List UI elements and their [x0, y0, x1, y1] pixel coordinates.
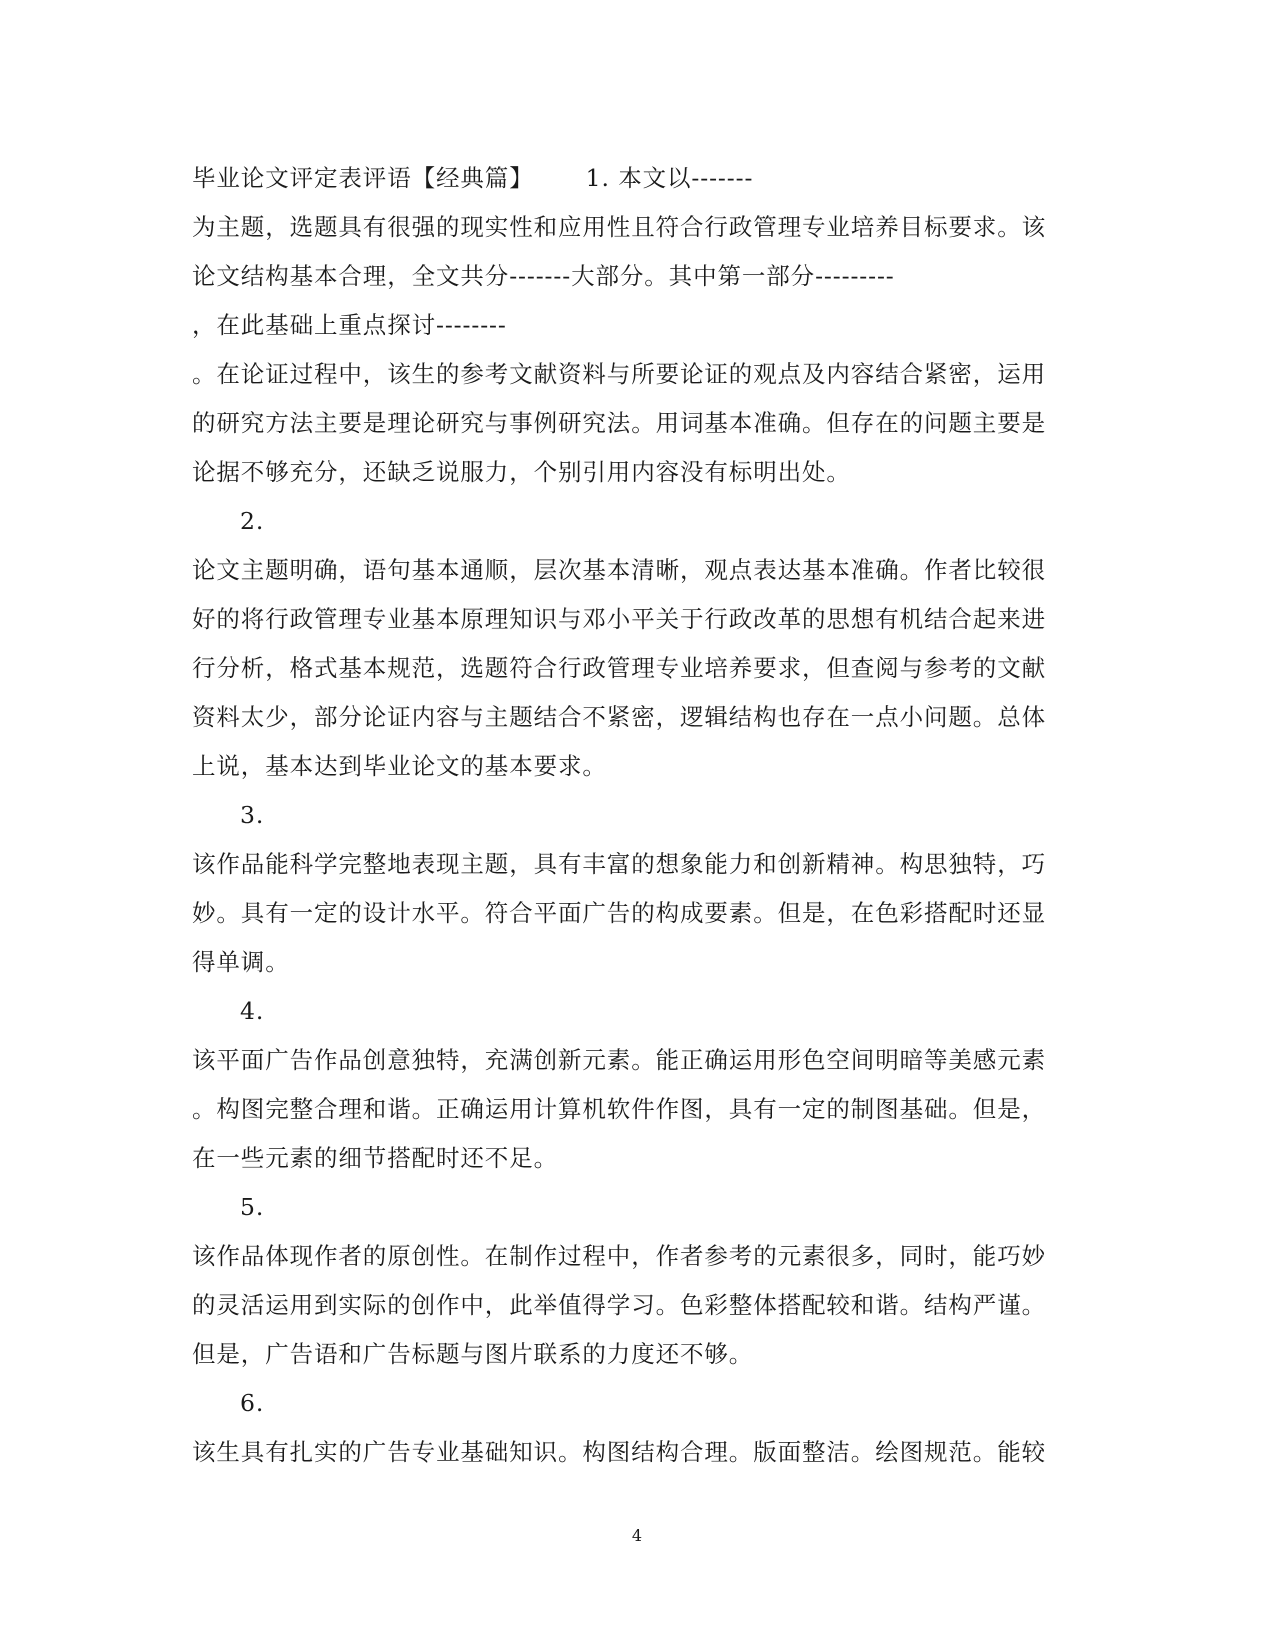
item-number: 3. — [240, 801, 265, 829]
body-line: 妙。具有一定的设计水平。符合平面广告的构成要素。但是，在色彩搭配时还显 — [192, 899, 1046, 927]
body-line: 论文结构基本合理，全文共分-------大部分。其中第一部分--------- — [192, 262, 895, 290]
item-number: 6. — [240, 1389, 265, 1417]
body-line: 行分析，格式基本规范，选题符合行政管理专业培养要求，但查阅与参考的文献 — [192, 654, 1046, 682]
item-number: 2. — [240, 507, 265, 535]
body-line: 该生具有扎实的广告专业基础知识。构图结构合理。版面整洁。绘图规范。能较 — [192, 1438, 1046, 1466]
title-suffix: 1. 本文以------- — [585, 164, 754, 192]
body-line: 该作品能科学完整地表现主题，具有丰富的想象能力和创新精神。构思独特，巧 — [192, 850, 1046, 878]
body-line: 得单调。 — [192, 948, 290, 976]
body-line: 在一些元素的细节搭配时还不足。 — [192, 1144, 558, 1172]
body-line: 该平面广告作品创意独特，充满创新元素。能正确运用形色空间明暗等美感元素 — [192, 1046, 1046, 1074]
body-line: 资料太少，部分论证内容与主题结合不紧密，逻辑结构也存在一点小问题。总体 — [192, 703, 1046, 731]
item-number: 5. — [240, 1193, 265, 1221]
body-line: 好的将行政管理专业基本原理知识与邓小平关于行政改革的思想有机结合起来进 — [192, 605, 1046, 633]
body-line: 但是，广告语和广告标题与图片联系的力度还不够。 — [192, 1340, 754, 1368]
body-line: 该作品体现作者的原创性。在制作过程中，作者参考的元素很多，同时，能巧妙 — [192, 1242, 1046, 1270]
body-line: 论据不够充分，还缺乏说服力，个别引用内容没有标明出处。 — [192, 458, 851, 486]
body-line: 的灵活运用到实际的创作中，此举值得学习。色彩整体搭配较和谐。结构严谨。 — [192, 1291, 1046, 1319]
title-line — [192, 154, 1072, 203]
body-line: 上说，基本达到毕业论文的基本要求。 — [192, 752, 607, 780]
body-line: 为主题，选题具有很强的现实性和应用性且符合行政管理专业培养目标要求。该 — [192, 213, 1046, 241]
document-title: 毕业论文评定表评语【经典篇】 — [192, 164, 534, 192]
item-number: 4. — [240, 997, 265, 1025]
body-line: 。构图完整合理和谐。正确运用计算机软件作图，具有一定的制图基础。但是， — [192, 1095, 1046, 1123]
body-line: 的研究方法主要是理论研究与事例研究法。用词基本准确。但存在的问题主要是 — [192, 409, 1046, 437]
body-line: 论文主题明确，语句基本通顺，层次基本清晰，观点表达基本准确。作者比较很 — [192, 556, 1046, 584]
body-line: 。在论证过程中，该生的参考文献资料与所要论证的观点及内容结合紧密，运用 — [192, 360, 1046, 388]
body-line: ，在此基础上重点探讨-------- — [192, 311, 507, 339]
document-body — [192, 154, 1072, 1477]
page-number: 4 — [631, 1526, 643, 1545]
